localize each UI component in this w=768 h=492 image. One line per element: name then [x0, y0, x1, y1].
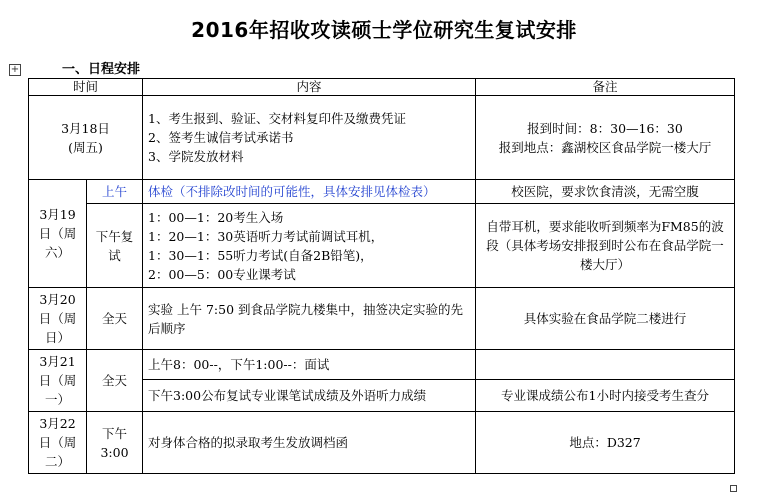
date-cell: 3月18日 (周五)	[29, 96, 143, 180]
content-cell: 实验 上午 7:50 到食品学院九楼集中，抽签决定实验的先后顺序	[143, 288, 476, 350]
content-cell: 对身体合格的拟录取考生发放调档函	[143, 412, 476, 474]
page-title: 2016年招收攻读硕士学位研究生复试安排	[191, 18, 577, 42]
table-row	[29, 96, 735, 180]
note-cell	[476, 350, 735, 380]
period-cell: 全天	[87, 288, 143, 350]
table-row	[29, 288, 735, 350]
date-cell: 3月19日（周六）	[29, 180, 87, 288]
table-move-handle[interactable]: +	[10, 64, 20, 75]
content-cell: 1：00—1：20考生入场 1：20—1：30英语听力考试前调试耳机， 1：30—1：55听力考试(自备2B铅笔)， 2：00—5：00专业课考试	[143, 204, 476, 288]
note-cell: 地点：D327	[476, 412, 735, 474]
table-row	[29, 412, 735, 474]
header-time: 时间	[29, 79, 143, 96]
header-notes: 备注	[476, 79, 735, 96]
content-cell: 下午3:00公布复试专业课笔试成绩及外语听力成绩	[143, 380, 476, 412]
period-cell: 下午复试	[87, 204, 143, 288]
date-cell: 3月22日（周二）	[29, 412, 87, 474]
table-row	[29, 350, 735, 380]
note-cell: 专业课成绩公布1小时内接受考生查分	[476, 380, 735, 412]
period-cell: 下午3:00	[87, 412, 143, 474]
date-cell: 3月20日（周日）	[29, 288, 87, 350]
period-cell: 上午	[87, 180, 143, 204]
table-row	[29, 204, 735, 288]
header-content: 内容	[143, 79, 476, 96]
note-cell: 校医院，要求饮食清淡，无需空腹	[476, 180, 735, 204]
table-header-row	[29, 79, 735, 96]
content-cell: 体检（不排除改时间的可能性，具体安排见体检表）	[143, 180, 476, 204]
note-cell: 报到时间：8：30—16：30 报到地点：鑫湖校区食品学院一楼大厅	[476, 96, 735, 180]
note-cell: 具体实验在食品学院二楼进行	[476, 288, 735, 350]
table-resize-handle[interactable]	[730, 485, 737, 492]
content-cell: 上午8：00--，下午1:00--：面试	[143, 350, 476, 380]
content-cell: 1、考生报到、验证、交材料复印件及缴费凭证 2、签考生诚信考试承诺书 3、学院发放材料	[143, 96, 476, 180]
table-row	[29, 180, 735, 204]
section-heading: 一、日程安排	[62, 62, 141, 77]
period-cell: 全天	[87, 350, 143, 412]
date-cell: 3月21日（周一）	[29, 350, 87, 412]
schedule-table	[28, 78, 735, 474]
note-cell: 自带耳机，要求能收听到频率为FM85的波段（具体考场安排报到时公布在食品学院一楼大厅）	[476, 204, 735, 288]
